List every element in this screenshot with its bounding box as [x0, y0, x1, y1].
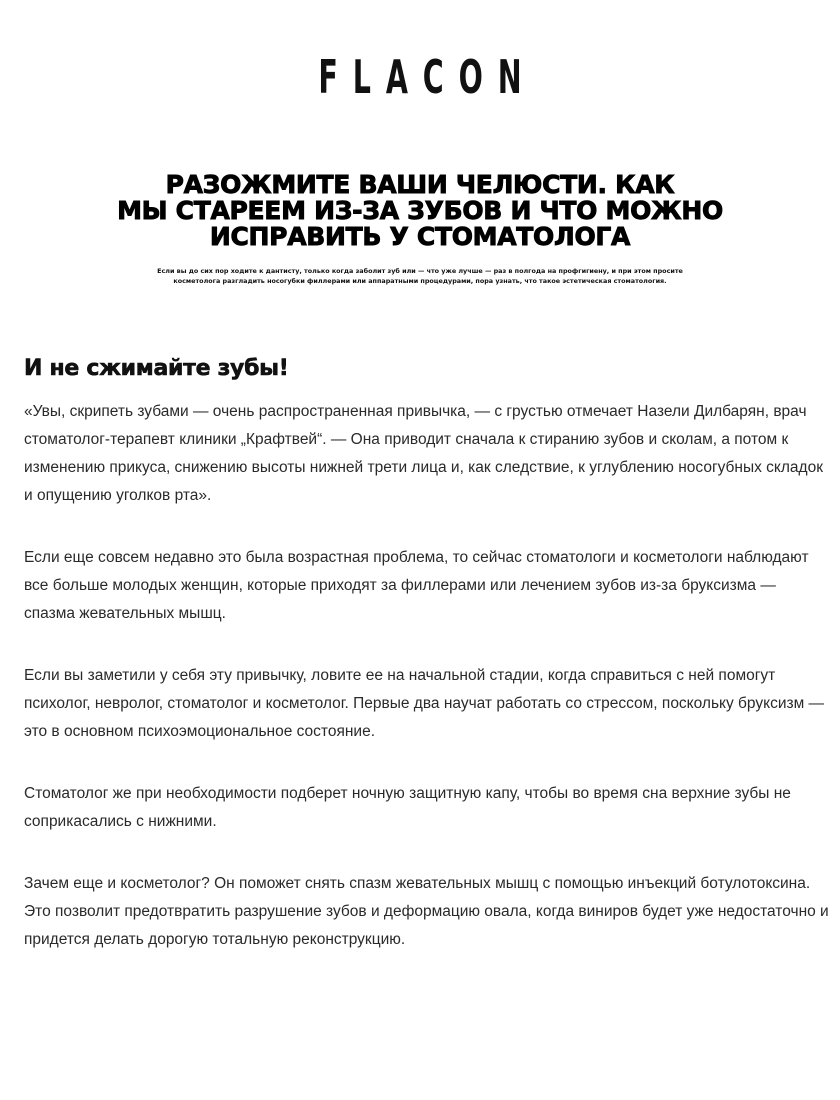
article-body — [24, 398, 829, 988]
article-paragraph: Зачем еще и косметолог? Он поможет снять спазм жевательных мышц с помощью инъекций ботулотоксина. Это позволит предотвратить разрушение зубов и деформацию овала, когда виниров будет уже недостаточно и придется делать дорогую тотальную реконструкцию. — [24, 875, 829, 948]
headline-line: МЫ СТАРЕЕМ ИЗ-ЗА ЗУБОВ И ЧТО МОЖНО — [117, 196, 723, 225]
headline-line: ИСПРАВИТЬ У СТОМАТОЛОГА — [209, 222, 631, 251]
article-headline — [0, 172, 840, 250]
article-paragraph: Если еще совсем недавно это была возрастная проблема, то сейчас стоматологи и косметологи наблюдают все больше молодых женщин, которые приходят за филлерами или лечением зубов из-за бруксизма — спазма жевательных мышц. — [24, 549, 809, 622]
lede-line: Если вы до сих пор ходите к дантисту, только когда заболит зуб или — что уже лучше — раз в полгода на профгигиену, и при этом просите — [157, 267, 683, 275]
article-paragraph: «Увы, скрипеть зубами — очень распространенная привычка, — с грустью отмечает Назели Дилбарян, врач стоматолог-терапевт клиники „Крафтвей“. — Она приводит сначала к стиранию зубов и сколам, а потом к изменению прикуса, снижению высоты нижней трети лица и, как следствие, к углублению носогубных складок и опущению уголков рта». — [24, 403, 823, 504]
article-paragraph: Если вы заметили у себя эту привычку, ловите ее на начальной стадии, когда справиться с ней помогут психолог, невролог, стоматолог и косметолог. Первые два научат работать со стрессом, поскольку бруксизм — это в основном психоэмоциональное состояние. — [24, 667, 825, 740]
headline-line: РАЗОЖМИТЕ ВАШИ ЧЕЛЮСТИ. КАК — [165, 170, 675, 199]
site-logo[interactable]: FLACON — [318, 50, 537, 104]
article-paragraph: Стоматолог же при необходимости подберет ночную защитную капу, чтобы во время сна верхние зубы не соприкасались с нижними. — [24, 785, 791, 830]
article-lede — [80, 266, 760, 286]
section-title: И не сжимайте зубы! — [24, 356, 289, 381]
lede-line: косметолога разгладить носогубки филлерами или аппаратными процедурами, пора узнать, что такое эстетическая стоматология. — [173, 277, 667, 285]
